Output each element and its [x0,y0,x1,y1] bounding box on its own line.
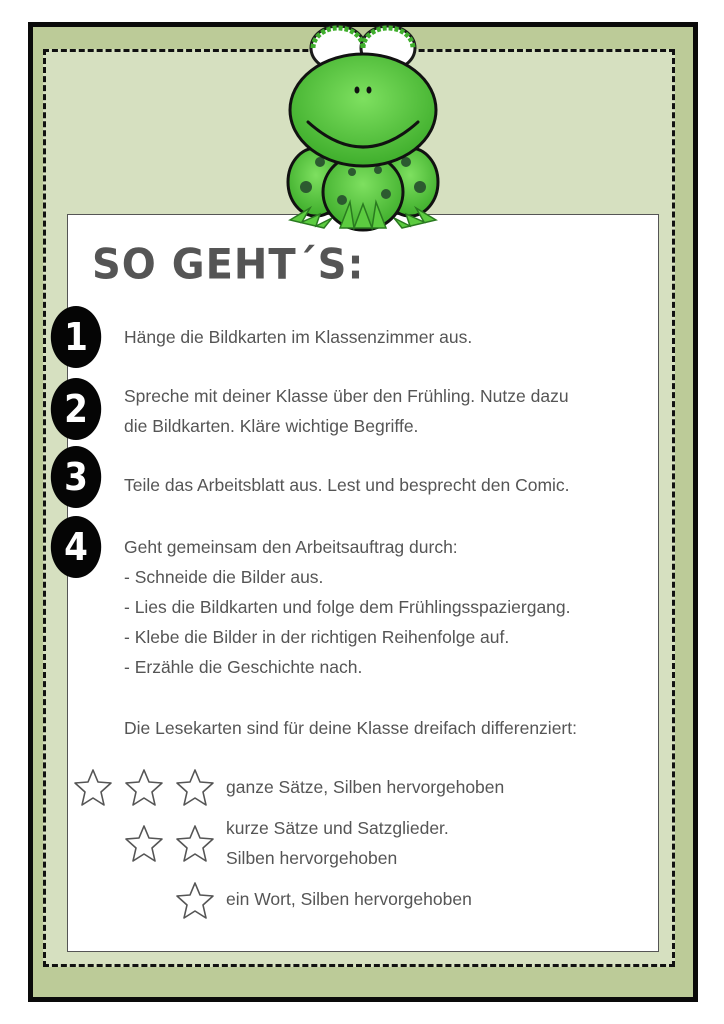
step-4-text-intro: Geht gemeinsam den Arbeitsauftrag durch: [124,537,458,557]
star-icon [175,823,215,863]
star-icon [124,823,164,863]
star-icon [124,767,164,807]
level-3-text: ganze Sätze, Silben hervorgehoben [226,777,505,797]
step-3-text: Teile das Arbeitsblatt aus. Lest und besprecht den Comic. [124,475,570,495]
page-title: SO GEHT´S: [92,240,365,290]
differentiation-intro: Die Lesekarten sind für deine Klasse dreifach differenziert: [124,718,577,738]
step-number-1: 1 [51,306,101,368]
star-icon [175,767,215,807]
step-2-text-line-2: die Bildkarten. Kläre wichtige Begriffe. [124,416,419,436]
step-number-4: 4 [51,516,101,578]
level-2-text-line-1: kurze Sätze und Satzglieder. [226,818,449,838]
level-1-text: ein Wort, Silben hervorgehoben [226,889,472,909]
star-icon [73,767,113,807]
step-4-bullet-2: - Lies die Bildkarten und folge dem Frühlingsspaziergang. [124,597,571,617]
step-number-3: 3 [51,446,101,508]
frog-icon [280,22,446,234]
step-1-text: Hänge die Bildkarten im Klassenzimmer aus. [124,327,473,347]
step-4-bullet-1: - Schneide die Bilder aus. [124,567,324,587]
step-4-bullet-3: - Klebe die Bilder in der richtigen Reihenfolge auf. [124,627,510,647]
step-2-text-line-1: Spreche mit deiner Klasse über den Frühling. Nutze dazu [124,386,569,406]
step-number-2: 2 [51,378,101,440]
star-icon [175,880,215,920]
step-4-bullet-4: - Erzähle die Geschichte nach. [124,657,363,677]
level-2-text-line-2: Silben hervorgehoben [226,848,398,868]
